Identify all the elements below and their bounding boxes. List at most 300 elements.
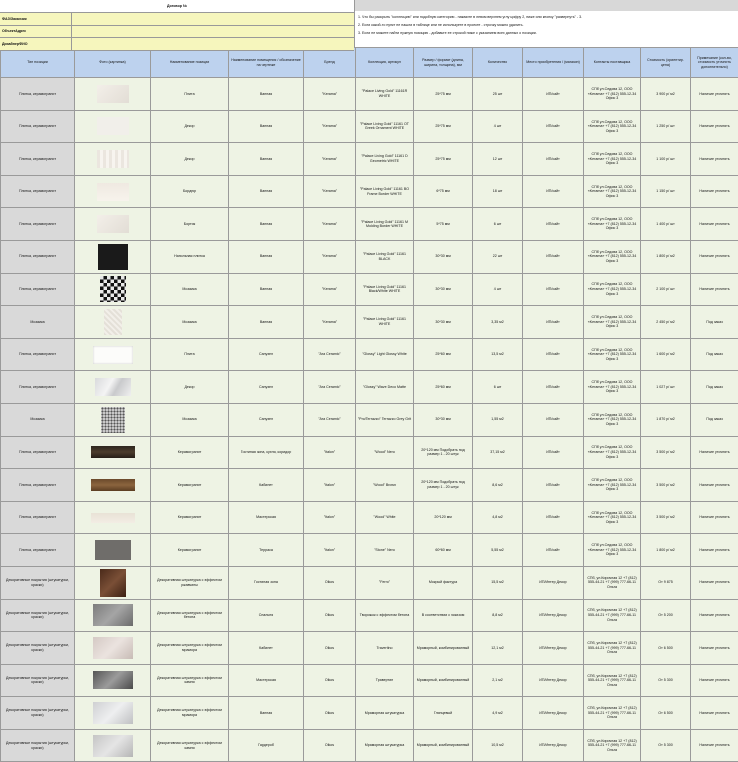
cell-contact[interactable]: СПб ул.Седова 12, ООО «Kerama» +7 (812) 555-12-34 Офис 3 bbox=[584, 240, 641, 273]
material-photo bbox=[93, 671, 133, 689]
cell-price[interactable]: 1 100 р/ шт bbox=[641, 143, 691, 176]
cell-name[interactable]: Керамогранит bbox=[151, 501, 229, 534]
cell-brand[interactable]: "Kerama" bbox=[304, 208, 356, 241]
cell-article[interactable]: Мраморная штукатурка bbox=[356, 697, 414, 730]
cell-photo[interactable] bbox=[75, 371, 151, 404]
cell-name[interactable]: Керамогранит bbox=[151, 469, 229, 502]
client-value[interactable] bbox=[72, 13, 354, 25]
cell-qty[interactable]: 37,15 м2 bbox=[473, 436, 523, 469]
cell-price[interactable]: От 6 500 bbox=[641, 632, 691, 665]
cell-note[interactable]: Под заказ bbox=[691, 371, 738, 404]
cell-brand[interactable]: Oikos bbox=[304, 697, 356, 730]
cell-store[interactable]: ИП/сайт bbox=[523, 110, 584, 143]
cell-type[interactable]: Мозаика bbox=[1, 306, 75, 339]
cell-brand[interactable]: "Kerama" bbox=[304, 306, 356, 339]
cell-store[interactable]: ИП/сайт bbox=[523, 338, 584, 371]
cell-size[interactable]: 6*75 мм bbox=[414, 175, 473, 208]
cell-size[interactable]: 25*75 мм bbox=[414, 78, 473, 111]
cell-size[interactable]: 30*30 мм bbox=[414, 403, 473, 436]
cell-store[interactable]: ИП/Интер Декор bbox=[523, 632, 584, 665]
cell-qty[interactable]: 25 шт bbox=[473, 78, 523, 111]
col-qty: Количество bbox=[473, 48, 523, 78]
cell-type[interactable]: Плитка, керамогранит bbox=[1, 175, 75, 208]
cell-contact[interactable]: СПб ул.Седова 12, ООО «Kerama» +7 (812) 555-12-34 Офис 3 bbox=[584, 208, 641, 241]
cell-room[interactable]: Ванная bbox=[229, 306, 304, 339]
cell-store[interactable]: ИП/Интер Декор bbox=[523, 664, 584, 697]
cell-type[interactable]: Плитка, керамогранит bbox=[1, 436, 75, 469]
cell-room[interactable]: Санузел bbox=[229, 338, 304, 371]
cell-store[interactable]: ИП/сайт bbox=[523, 469, 584, 502]
cell-photo[interactable] bbox=[75, 436, 151, 469]
cell-contact[interactable]: СПб, ул.Кирочная 12 +7 (812) 555-44-21 +7 (999) 777-66-11 Ольга bbox=[584, 697, 641, 730]
cell-size[interactable]: 30*30 мм bbox=[414, 240, 473, 273]
material-photo bbox=[100, 276, 126, 302]
cell-store[interactable]: ИП/сайт bbox=[523, 208, 584, 241]
cell-room[interactable]: Мастерская bbox=[229, 664, 304, 697]
cell-photo[interactable] bbox=[75, 729, 151, 762]
cell-price[interactable]: 2 450 р/ м2 bbox=[641, 306, 691, 339]
table-header-row bbox=[1, 48, 738, 78]
cell-size[interactable]: В соответствии с эскизом bbox=[414, 599, 473, 632]
cell-type[interactable]: Декоративные покрытия (штукатурки, краски) bbox=[1, 664, 75, 697]
cell-contact[interactable]: СПб ул.Седова 12, ООО «Kerama» +7 (812) 555-12-34 Офис 3 bbox=[584, 110, 641, 143]
material-photo bbox=[97, 85, 129, 103]
cell-room[interactable]: Ванная bbox=[229, 273, 304, 306]
cell-brand[interactable]: Oikos bbox=[304, 664, 356, 697]
cell-contact[interactable]: СПб ул.Седова 12, ООО «Kerama» +7 (812) 555-12-34 Офис 3 bbox=[584, 273, 641, 306]
cell-price[interactable]: От 6 500 bbox=[641, 697, 691, 730]
table-row bbox=[1, 371, 738, 404]
col-photo: Фото (картинка) bbox=[75, 48, 151, 78]
cell-note[interactable]: Наличие уточнять bbox=[691, 143, 738, 176]
note-1: 1. Что бы раскрыть "коллекцию" или подобную категорию - нажмите в левом верхнем углу цифру 2, ниже или кнопку "развернуть" - 3. bbox=[358, 13, 735, 21]
cell-room[interactable]: Терраса bbox=[229, 534, 304, 567]
cell-contact[interactable]: СПб ул.Седова 12, ООО «Kerama» +7 (812) 555-12-34 Офис 3 bbox=[584, 371, 641, 404]
cell-type[interactable]: Плитка, керамогранит bbox=[1, 469, 75, 502]
cell-store[interactable]: ИП/сайт bbox=[523, 78, 584, 111]
cell-article[interactable]: "Wood" Nero bbox=[356, 436, 414, 469]
cell-price[interactable]: 1 870 р/ м2 bbox=[641, 403, 691, 436]
cell-size[interactable]: Мокрый фактура bbox=[414, 566, 473, 599]
notes-header-bar bbox=[355, 0, 738, 11]
cell-note[interactable]: Наличие уточнять bbox=[691, 599, 738, 632]
cell-article[interactable]: Творожок с эффектом бетона bbox=[356, 599, 414, 632]
cell-size[interactable]: Мраморный, комбинированный bbox=[414, 664, 473, 697]
cell-qty[interactable]: 13,5 м2 bbox=[473, 338, 523, 371]
cell-price[interactable]: 1 027 р/ шт bbox=[641, 371, 691, 404]
cell-price[interactable]: 2 100 р/ шт bbox=[641, 273, 691, 306]
cell-note[interactable]: Наличие уточнять bbox=[691, 729, 738, 762]
note-3: 3. Если не можете найти нужную позицию - добавьте ее строкой ниже с указанием всех данных о позиции. bbox=[358, 29, 735, 37]
cell-room[interactable]: Санузел bbox=[229, 403, 304, 436]
cell-qty[interactable]: 18 шт bbox=[473, 175, 523, 208]
cell-contact[interactable]: СПб, ул.Кирочная 12 +7 (812) 555-44-21 +7 (999) 777-66-11 Ольга bbox=[584, 664, 641, 697]
cell-type[interactable]: Мозаика bbox=[1, 403, 75, 436]
cell-article[interactable]: Travertino bbox=[356, 632, 414, 665]
cell-store[interactable]: ИП/Интер Декор bbox=[523, 599, 584, 632]
cell-brand[interactable]: "Italon" bbox=[304, 534, 356, 567]
cell-price[interactable]: 1 800 р/ м2 bbox=[641, 534, 691, 567]
col-type: Тип позиции bbox=[1, 48, 75, 78]
cell-note[interactable]: Наличие уточнять bbox=[691, 566, 738, 599]
cell-note[interactable]: Наличие уточнять bbox=[691, 664, 738, 697]
cell-room[interactable]: Гостиная зона bbox=[229, 566, 304, 599]
cell-article[interactable]: "Palace Living Gold" 11161 D Geometric WHITE bbox=[356, 143, 414, 176]
cell-article[interactable]: "Palace Living Gold" 11161 WHITE bbox=[356, 306, 414, 339]
cell-contact[interactable]: СПб ул.Седова 12, ООО «Kerama» +7 (812) 555-12-34 Офис 3 bbox=[584, 338, 641, 371]
cell-store[interactable]: ИП/Интер Декор bbox=[523, 729, 584, 762]
cell-name[interactable]: Мозаика bbox=[151, 273, 229, 306]
cell-article[interactable]: "Pro/Terrazzo" Terrazzo Grey Grit bbox=[356, 403, 414, 436]
cell-price[interactable]: 1 800 р/ м2 bbox=[641, 240, 691, 273]
cell-size[interactable]: 25*75 мм bbox=[414, 143, 473, 176]
cell-room[interactable]: Ванная bbox=[229, 175, 304, 208]
cell-room[interactable]: Спальня bbox=[229, 599, 304, 632]
cell-room[interactable]: Ванная bbox=[229, 240, 304, 273]
table-row bbox=[1, 534, 738, 567]
cell-photo[interactable] bbox=[75, 208, 151, 241]
cell-contact[interactable]: СПб ул.Седова 12, ООО «Kerama» +7 (812) 555-12-34 Офис 3 bbox=[584, 469, 641, 502]
cell-article[interactable]: "Palace Living Gold" 11161 BLACK bbox=[356, 240, 414, 273]
cell-qty[interactable]: 6 шт bbox=[473, 208, 523, 241]
cell-brand[interactable]: "Kerama" bbox=[304, 78, 356, 111]
cell-room[interactable]: Мастерская bbox=[229, 501, 304, 534]
cell-brand[interactable]: "Italon" bbox=[304, 436, 356, 469]
cell-store[interactable]: ИП/сайт bbox=[523, 371, 584, 404]
cell-contact[interactable]: СПб ул.Седова 12, ООО «Kerama» +7 (812) 555-12-34 Офис 3 bbox=[584, 175, 641, 208]
table-row bbox=[1, 306, 738, 339]
cell-size[interactable]: 25*60 мм bbox=[414, 338, 473, 371]
cell-store[interactable]: ИП/Интер Декор bbox=[523, 697, 584, 730]
cell-price[interactable]: 1 600 р/ м2 bbox=[641, 338, 691, 371]
cell-qty[interactable]: 8,6 м2 bbox=[473, 469, 523, 502]
cell-contact[interactable]: СПб ул.Седова 12, ООО «Kerama» +7 (812) 555-12-34 Офис 3 bbox=[584, 436, 641, 469]
cell-name[interactable]: Напольная плитка bbox=[151, 240, 229, 273]
cell-store[interactable]: ИП/сайт bbox=[523, 143, 584, 176]
cell-qty[interactable]: 6 шт bbox=[473, 371, 523, 404]
cell-size[interactable]: 5*75 мм bbox=[414, 208, 473, 241]
material-photo bbox=[100, 569, 126, 597]
cell-type[interactable]: Плитка, керамогранит bbox=[1, 143, 75, 176]
cell-store[interactable]: ИП/сайт bbox=[523, 306, 584, 339]
cell-article[interactable]: "Palace Living Gold" 11161 OT Greek Ornament WHITE bbox=[356, 110, 414, 143]
cell-type[interactable]: Декоративные покрытия (штукатурки, краски) bbox=[1, 599, 75, 632]
cell-article[interactable]: "Palace Living Gold" 11161 Black/White WHITE bbox=[356, 273, 414, 306]
cell-price[interactable]: 3 500 р/ м2 bbox=[641, 469, 691, 502]
cell-store[interactable]: ИП/Интер Декор bbox=[523, 566, 584, 599]
cell-contact[interactable]: СПб, ул.Кирочная 12 +7 (812) 555-44-21 +7 (999) 777-66-11 Ольга bbox=[584, 632, 641, 665]
address-row bbox=[0, 26, 354, 39]
cell-name[interactable]: Мозаика bbox=[151, 306, 229, 339]
cell-article[interactable]: "Ferro" bbox=[356, 566, 414, 599]
cell-qty[interactable]: 1,55 м2 bbox=[473, 403, 523, 436]
table-row bbox=[1, 501, 738, 534]
cell-size[interactable]: 30*30 мм bbox=[414, 273, 473, 306]
cell-type[interactable]: Плитка, керамогранит bbox=[1, 371, 75, 404]
cell-brand[interactable]: "Kerama" bbox=[304, 143, 356, 176]
cell-name[interactable]: Декоративная штукатурка с эффектом мрамора bbox=[151, 697, 229, 730]
cell-photo[interactable] bbox=[75, 143, 151, 176]
cell-room[interactable]: Ванная bbox=[229, 110, 304, 143]
cell-brand[interactable]: Oikos bbox=[304, 729, 356, 762]
cell-brand[interactable]: Oikos bbox=[304, 632, 356, 665]
notes-text bbox=[355, 11, 738, 39]
cell-type[interactable]: Плитка, керамогранит bbox=[1, 273, 75, 306]
cell-note[interactable]: Наличие уточнять bbox=[691, 469, 738, 502]
cell-photo[interactable] bbox=[75, 469, 151, 502]
cell-size[interactable]: 20*120 мм bbox=[414, 501, 473, 534]
cell-qty[interactable]: 4,9 м2 bbox=[473, 697, 523, 730]
cell-article[interactable]: "Glossy" Light Glossy White bbox=[356, 338, 414, 371]
cell-room[interactable]: Гостиная зона, кухня, коридор bbox=[229, 436, 304, 469]
cell-photo[interactable] bbox=[75, 664, 151, 697]
cell-qty[interactable]: 4 шт bbox=[473, 273, 523, 306]
cell-room[interactable]: Кабинет bbox=[229, 632, 304, 665]
cell-qty[interactable]: 5,55 м2 bbox=[473, 534, 523, 567]
cell-note[interactable]: Наличие уточнять bbox=[691, 240, 738, 273]
cell-size[interactable]: 60*60 мм bbox=[414, 534, 473, 567]
cell-note[interactable]: Наличие уточнять bbox=[691, 501, 738, 534]
cell-room[interactable]: Ванная bbox=[229, 208, 304, 241]
cell-price[interactable]: 1 400 р/ шт bbox=[641, 208, 691, 241]
cell-photo[interactable] bbox=[75, 175, 151, 208]
cell-price[interactable]: От 5 200 bbox=[641, 599, 691, 632]
material-photo bbox=[101, 407, 125, 433]
cell-contact[interactable]: СПб, ул.Кирочная 12 +7 (812) 555-44-21 +7 (999) 777-66-11 Ольга bbox=[584, 729, 641, 762]
cell-type[interactable]: Плитка, керамогранит bbox=[1, 78, 75, 111]
material-photo bbox=[91, 513, 135, 523]
cell-type[interactable]: Плитка, керамогранит bbox=[1, 240, 75, 273]
cell-size[interactable]: Глянцевый bbox=[414, 697, 473, 730]
cell-photo[interactable] bbox=[75, 78, 151, 111]
cell-room[interactable]: Ванная bbox=[229, 143, 304, 176]
cell-type[interactable]: Плитка, керамогранит bbox=[1, 208, 75, 241]
cell-price[interactable]: 1 250 р/ шт bbox=[641, 110, 691, 143]
cell-type[interactable]: Плитка, керамогранит bbox=[1, 501, 75, 534]
cell-brand[interactable]: "Italon" bbox=[304, 501, 356, 534]
cell-type[interactable]: Плитка, керамогранит bbox=[1, 110, 75, 143]
cell-name[interactable]: Мозаика bbox=[151, 403, 229, 436]
cell-name[interactable]: Декор bbox=[151, 110, 229, 143]
cell-size[interactable]: Мраморный, комбинированный bbox=[414, 632, 473, 665]
cell-price[interactable]: 1 150 р/ шт bbox=[641, 175, 691, 208]
cell-article[interactable]: "Palace Living Gold" 11161 M Molding Border WHITE bbox=[356, 208, 414, 241]
col-contact: Контакты поставщика bbox=[584, 48, 641, 78]
cell-photo[interactable] bbox=[75, 338, 151, 371]
cell-name[interactable]: Плита bbox=[151, 78, 229, 111]
cell-photo[interactable] bbox=[75, 403, 151, 436]
cell-note[interactable]: Под заказ bbox=[691, 403, 738, 436]
cell-name[interactable]: Декоративная штукатурка с эффектом бетона bbox=[151, 599, 229, 632]
cell-qty[interactable]: 12 шт bbox=[473, 143, 523, 176]
cell-store[interactable]: ИП/сайт bbox=[523, 403, 584, 436]
col-price: Стоимость (ориентир. цена) bbox=[641, 48, 691, 78]
cell-name[interactable]: Декоративная штукатурка с эффектом камня bbox=[151, 664, 229, 697]
cell-photo[interactable] bbox=[75, 501, 151, 534]
cell-qty[interactable]: 4,8 м2 bbox=[473, 501, 523, 534]
cell-brand[interactable]: "Kerama" bbox=[304, 110, 356, 143]
table-row bbox=[1, 338, 738, 371]
cell-room[interactable]: Кабинет bbox=[229, 469, 304, 502]
cell-qty[interactable]: 12,1 м2 bbox=[473, 632, 523, 665]
cell-note[interactable]: Наличие уточнять bbox=[691, 632, 738, 665]
cell-article[interactable]: Травертин bbox=[356, 664, 414, 697]
table-row bbox=[1, 664, 738, 697]
cell-note[interactable]: Наличие уточнять bbox=[691, 110, 738, 143]
material-photo bbox=[93, 637, 133, 659]
cell-article[interactable]: "Palace Living Gold" 11161 BO Frame Border WHITE bbox=[356, 175, 414, 208]
designer-label: ДизайнерФИО bbox=[0, 38, 72, 50]
cell-type[interactable]: Плитка, керамогранит bbox=[1, 338, 75, 371]
col-store: Место приобретения / (магазин) bbox=[523, 48, 584, 78]
cell-photo[interactable] bbox=[75, 273, 151, 306]
note-2: 2. Если какой-то пункт не нашли в таблице или не используете в проекте - строчку можно удалить. bbox=[358, 21, 735, 29]
cell-contact[interactable]: СПб ул.Седова 12, ООО «Kerama» +7 (812) 555-12-34 Офис 3 bbox=[584, 501, 641, 534]
cell-photo[interactable] bbox=[75, 599, 151, 632]
table-row bbox=[1, 632, 738, 665]
cell-store[interactable]: ИП/сайт bbox=[523, 273, 584, 306]
cell-type[interactable]: Плитка, керамогранит bbox=[1, 534, 75, 567]
cell-photo[interactable] bbox=[75, 240, 151, 273]
cell-note[interactable]: Наличие уточнять bbox=[691, 208, 738, 241]
cell-qty[interactable]: 2,1 м2 bbox=[473, 664, 523, 697]
cell-photo[interactable] bbox=[75, 534, 151, 567]
cell-photo[interactable] bbox=[75, 697, 151, 730]
cell-room[interactable]: Ванная bbox=[229, 78, 304, 111]
table-row bbox=[1, 175, 738, 208]
cell-note[interactable]: Под заказ bbox=[691, 338, 738, 371]
header-left bbox=[0, 0, 354, 47]
cell-size[interactable]: 25*60 мм bbox=[414, 371, 473, 404]
cell-note[interactable]: Наличие уточнять bbox=[691, 436, 738, 469]
cell-price[interactable]: От 9 875 bbox=[641, 566, 691, 599]
material-photo bbox=[91, 479, 135, 491]
cell-brand[interactable]: "Kerama" bbox=[304, 175, 356, 208]
cell-price[interactable]: 3 500 р/ м2 bbox=[641, 436, 691, 469]
material-photo bbox=[95, 540, 131, 560]
cell-photo[interactable] bbox=[75, 110, 151, 143]
cell-store[interactable]: ИП/сайт bbox=[523, 534, 584, 567]
cell-size[interactable]: 20*120 мм Подобрать под размер 1 - 20 штук bbox=[414, 469, 473, 502]
table-row bbox=[1, 273, 738, 306]
cell-note[interactable]: Наличие уточнять bbox=[691, 697, 738, 730]
cell-size[interactable]: 30*30 мм bbox=[414, 306, 473, 339]
cell-contact[interactable]: СПб ул.Седова 12, ООО «Kerama» +7 (812) 555-12-34 Офис 3 bbox=[584, 403, 641, 436]
cell-name[interactable]: Керамогранит bbox=[151, 436, 229, 469]
cell-room[interactable]: Санузел bbox=[229, 371, 304, 404]
cell-price[interactable]: От 5 300 bbox=[641, 729, 691, 762]
cell-note[interactable]: Наличие уточнять bbox=[691, 273, 738, 306]
cell-name[interactable]: Бордюр bbox=[151, 175, 229, 208]
cell-price[interactable]: 3 500 р/ м2 bbox=[641, 501, 691, 534]
cell-room[interactable]: Гардероб bbox=[229, 729, 304, 762]
cell-qty[interactable]: 22 шт bbox=[473, 240, 523, 273]
cell-store[interactable]: ИП/сайт bbox=[523, 240, 584, 273]
designer-row bbox=[0, 38, 354, 51]
cell-name[interactable]: Бортик bbox=[151, 208, 229, 241]
cell-brand[interactable]: "Kerama" bbox=[304, 273, 356, 306]
cell-qty[interactable]: 8,8 м2 bbox=[473, 599, 523, 632]
table-row bbox=[1, 566, 738, 599]
address-value[interactable] bbox=[72, 26, 354, 38]
cell-size[interactable]: 25*75 мм bbox=[414, 110, 473, 143]
cell-qty[interactable]: 4 шт bbox=[473, 110, 523, 143]
cell-name[interactable]: Плита bbox=[151, 338, 229, 371]
cell-note[interactable]: Наличие уточнять bbox=[691, 78, 738, 111]
table-row bbox=[1, 240, 738, 273]
cell-contact[interactable]: СПб ул.Седова 12, ООО «Kerama» +7 (812) 555-12-34 Офис 3 bbox=[584, 306, 641, 339]
cell-brand[interactable]: "Ara Ceramic" bbox=[304, 403, 356, 436]
cell-note[interactable]: Наличие уточнять bbox=[691, 534, 738, 567]
material-photo bbox=[97, 183, 129, 201]
cell-size[interactable]: 20*120 мм Подобрать под размер 1 - 20 штук bbox=[414, 436, 473, 469]
cell-name[interactable]: Декор bbox=[151, 143, 229, 176]
cell-room[interactable]: Ванная bbox=[229, 697, 304, 730]
cell-contact[interactable]: СПб ул.Седова 12, ООО «Kerama» +7 (812) 555-12-34 Офис 3 bbox=[584, 534, 641, 567]
designer-value[interactable] bbox=[72, 38, 354, 50]
cell-photo[interactable] bbox=[75, 632, 151, 665]
cell-article[interactable]: "Glossy" Wave Deco Matte bbox=[356, 371, 414, 404]
material-photo bbox=[95, 378, 131, 396]
cell-name[interactable]: Декоративная штукатурка с эффектом мрамора bbox=[151, 632, 229, 665]
cell-type[interactable]: Декоративные покрытия (штукатурки, краски) bbox=[1, 632, 75, 665]
cell-brand[interactable]: Oikos bbox=[304, 599, 356, 632]
cell-brand[interactable]: "Ara Ceramic" bbox=[304, 338, 356, 371]
table-row bbox=[1, 697, 738, 730]
cell-note[interactable]: Под заказ bbox=[691, 306, 738, 339]
col-brand: Бренд bbox=[304, 48, 356, 78]
cell-store[interactable]: ИП/сайт bbox=[523, 436, 584, 469]
cell-size[interactable]: Мраморный, комбинированный bbox=[414, 729, 473, 762]
cell-name[interactable]: Декоративная штукатурка с эффектом камня bbox=[151, 729, 229, 762]
cell-article[interactable]: Мраморная штукатурка bbox=[356, 729, 414, 762]
cell-name[interactable]: Керамогранит bbox=[151, 534, 229, 567]
cell-qty[interactable]: 15,5 м2 bbox=[473, 566, 523, 599]
cell-store[interactable]: ИП/сайт bbox=[523, 501, 584, 534]
cell-price[interactable]: 3 900 р/ м2 bbox=[641, 78, 691, 111]
cell-brand[interactable]: "Kerama" bbox=[304, 240, 356, 273]
cell-name[interactable]: Декор bbox=[151, 371, 229, 404]
col-room: Наименование помещения / обозначение на чертеже bbox=[229, 48, 304, 78]
cell-contact[interactable]: СПб, ул.Кирочная 12 +7 (812) 555-44-21 +7 (999) 777-66-11 Ольга bbox=[584, 599, 641, 632]
cell-price[interactable]: От 5 300 bbox=[641, 664, 691, 697]
cell-type[interactable]: Декоративные покрытия (штукатурки, краски) bbox=[1, 697, 75, 730]
cell-article[interactable]: "Palace Living Gold" 11161R WHITE bbox=[356, 78, 414, 111]
cell-contact[interactable]: СПб, ул.Кирочная 12 +7 (812) 555-44-21 +7 (999) 777-66-11 Ольга bbox=[584, 566, 641, 599]
cell-qty[interactable]: 3,35 м2 bbox=[473, 306, 523, 339]
cell-contact[interactable]: СПб ул.Седова 12, ООО «Kerama» +7 (812) 555-12-34 Офис 3 bbox=[584, 143, 641, 176]
col-note: Примечание (кол-во, стоимость уточнить дополнительно) bbox=[691, 48, 738, 78]
cell-type[interactable]: Декоративные покрытия (штукатурки, краски) bbox=[1, 729, 75, 762]
cell-article[interactable]: "Wood" Brown bbox=[356, 469, 414, 502]
cell-photo[interactable] bbox=[75, 306, 151, 339]
cell-type[interactable]: Декоративные покрытия (штукатурки, краски) bbox=[1, 566, 75, 599]
cell-store[interactable]: ИП/сайт bbox=[523, 175, 584, 208]
cell-contact[interactable]: СПб ул.Седова 12, ООО «Kerama» +7 (812) 555-12-34 Офис 3 bbox=[584, 78, 641, 111]
cell-article[interactable]: "Stone" Nero bbox=[356, 534, 414, 567]
cell-article[interactable]: "Wood" White bbox=[356, 501, 414, 534]
table-row bbox=[1, 436, 738, 469]
cell-brand[interactable]: "Ara Ceramic" bbox=[304, 371, 356, 404]
cell-photo[interactable] bbox=[75, 566, 151, 599]
cell-brand[interactable]: "Italon" bbox=[304, 469, 356, 502]
col-name: Наименование позиции bbox=[151, 48, 229, 78]
col-size: Размер / формат (длина, ширина, толщина), мм bbox=[414, 48, 473, 78]
cell-brand[interactable]: Oikos bbox=[304, 566, 356, 599]
cell-name[interactable]: Декоративная штукатурка с эффектом ржавчины bbox=[151, 566, 229, 599]
cell-note[interactable]: Наличие уточнять bbox=[691, 175, 738, 208]
cell-qty[interactable]: 10,5 м2 bbox=[473, 729, 523, 762]
